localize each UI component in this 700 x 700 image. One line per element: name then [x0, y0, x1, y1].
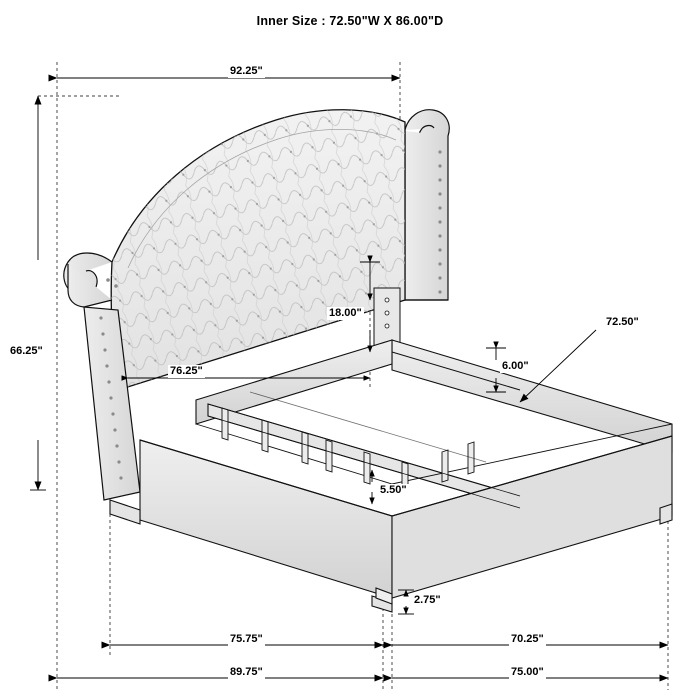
dim-label-headboard-to-rail: 18.00": [329, 307, 362, 319]
dim-label-rail-to-slat: 6.00": [502, 360, 529, 372]
dim-label-length-right-bottom: 75.00": [511, 666, 544, 678]
dim-label-inner-width-callout: 72.50": [606, 316, 639, 328]
dim-label-headboard-height: 66.25": [10, 345, 43, 357]
dim-label-leg-height: 2.75": [414, 594, 441, 606]
dim-label-length-left-lower: 75.75": [230, 633, 263, 645]
dim-label-length-right-lower: 70.25": [511, 633, 544, 645]
dim-label-length-left-bottom: 89.75": [230, 666, 263, 678]
page-title: Inner Size : 72.50"W X 86.00"D: [256, 14, 444, 28]
dim-label-headboard-panel-width: 76.25": [170, 365, 203, 377]
dim-label-overall-width-top: 92.25": [230, 65, 263, 77]
dim-label-slat-height: 5.50": [380, 484, 407, 496]
